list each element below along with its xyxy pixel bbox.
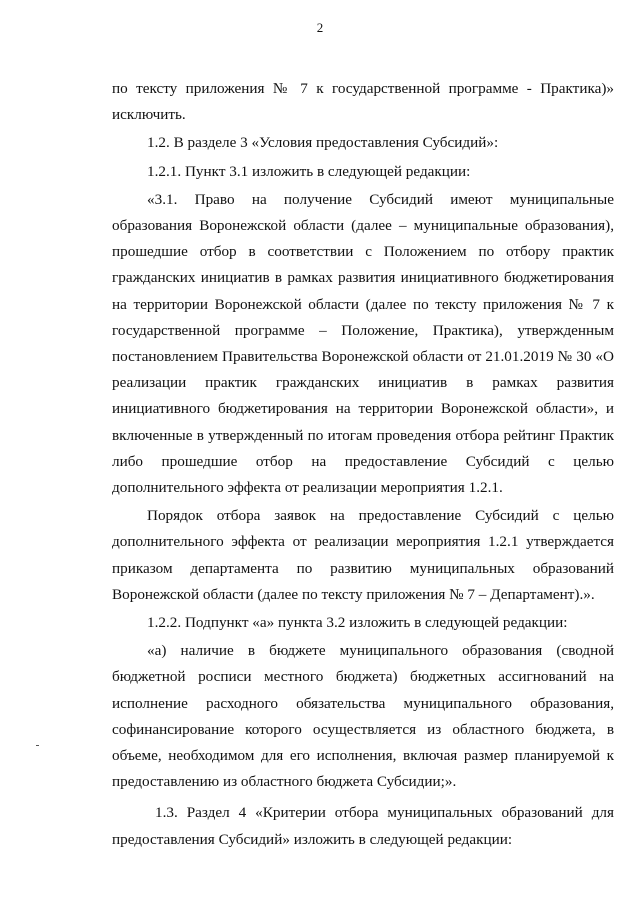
paragraph-subclause-a: «а) наличие в бюджете муниципального образования (сводной бюджетной росписи местного бюджета) бюджетных ассигнований на исполнение расходного обязательства муниципального образования, софинансирование которого осуществляется из областного бюджета, в объеме, необходимом для его исполнения, включая размер планируемой к предоставлению из областного бюджета Субсидии;». [112, 642, 614, 791]
paragraph-clause-3-1: «3.1. Право на получение Субсидий имеют муниципальные образования Воронежской области (далее – муниципальные образования), прошедшие отбор в соответствии с Положением по отбору практик гражданских инициатив в рамках развития инициативного бюджетирования на территории Воронежской области (далее по тексту приложения № 7 к государственной программе – Положение, Практика), утвержденным постановлением Правительства Воронежской области от 21.01.2019 № 30 «О реализации практик гражданских инициатив в рамках развития инициативного бюджетирования на территории Воронежской области», и включенные в утвержденный по итогам проведения отбора рейтинг Практик либо прошедшие отбор на предоставление Субсидий с целью дополнительного эффекта от реализации мероприятия 1.2.1. [112, 190, 614, 497]
paragraph-section-1-2-1: 1.2.1. Пункт 3.1 изложить в следующей редакции: [147, 162, 471, 180]
paragraph-section-1-3: 1.3. Раздел 4 «Критерии отбора муниципальных образований для предоставления Субсидий» изложить в следующей редакции: [112, 804, 614, 848]
paragraph-section-1-2-2: 1.2.2. Подпункт «а» пункта 3.2 изложить в следующей редакции: [147, 614, 568, 632]
document-body [112, 76, 614, 853]
paragraph-section-1-2: 1.2. В разделе 3 «Условия предоставления Субсидий»: [147, 134, 499, 152]
page-number: 2 [316, 20, 324, 35]
paragraph-continuation: по тексту приложения № 7 к государственной программе - Практика)» исключить. [112, 80, 614, 124]
scan-artifact [36, 745, 39, 746]
paragraph-selection-procedure: Порядок отбора заявок на предоставление Субсидий с целью дополнительного эффекта от реализации мероприятия 1.2.1 утверждается приказом департамента по развитию муниципальных образований Воронежской области (далее по тексту приложения № 7 – Департамент).». [112, 507, 614, 603]
